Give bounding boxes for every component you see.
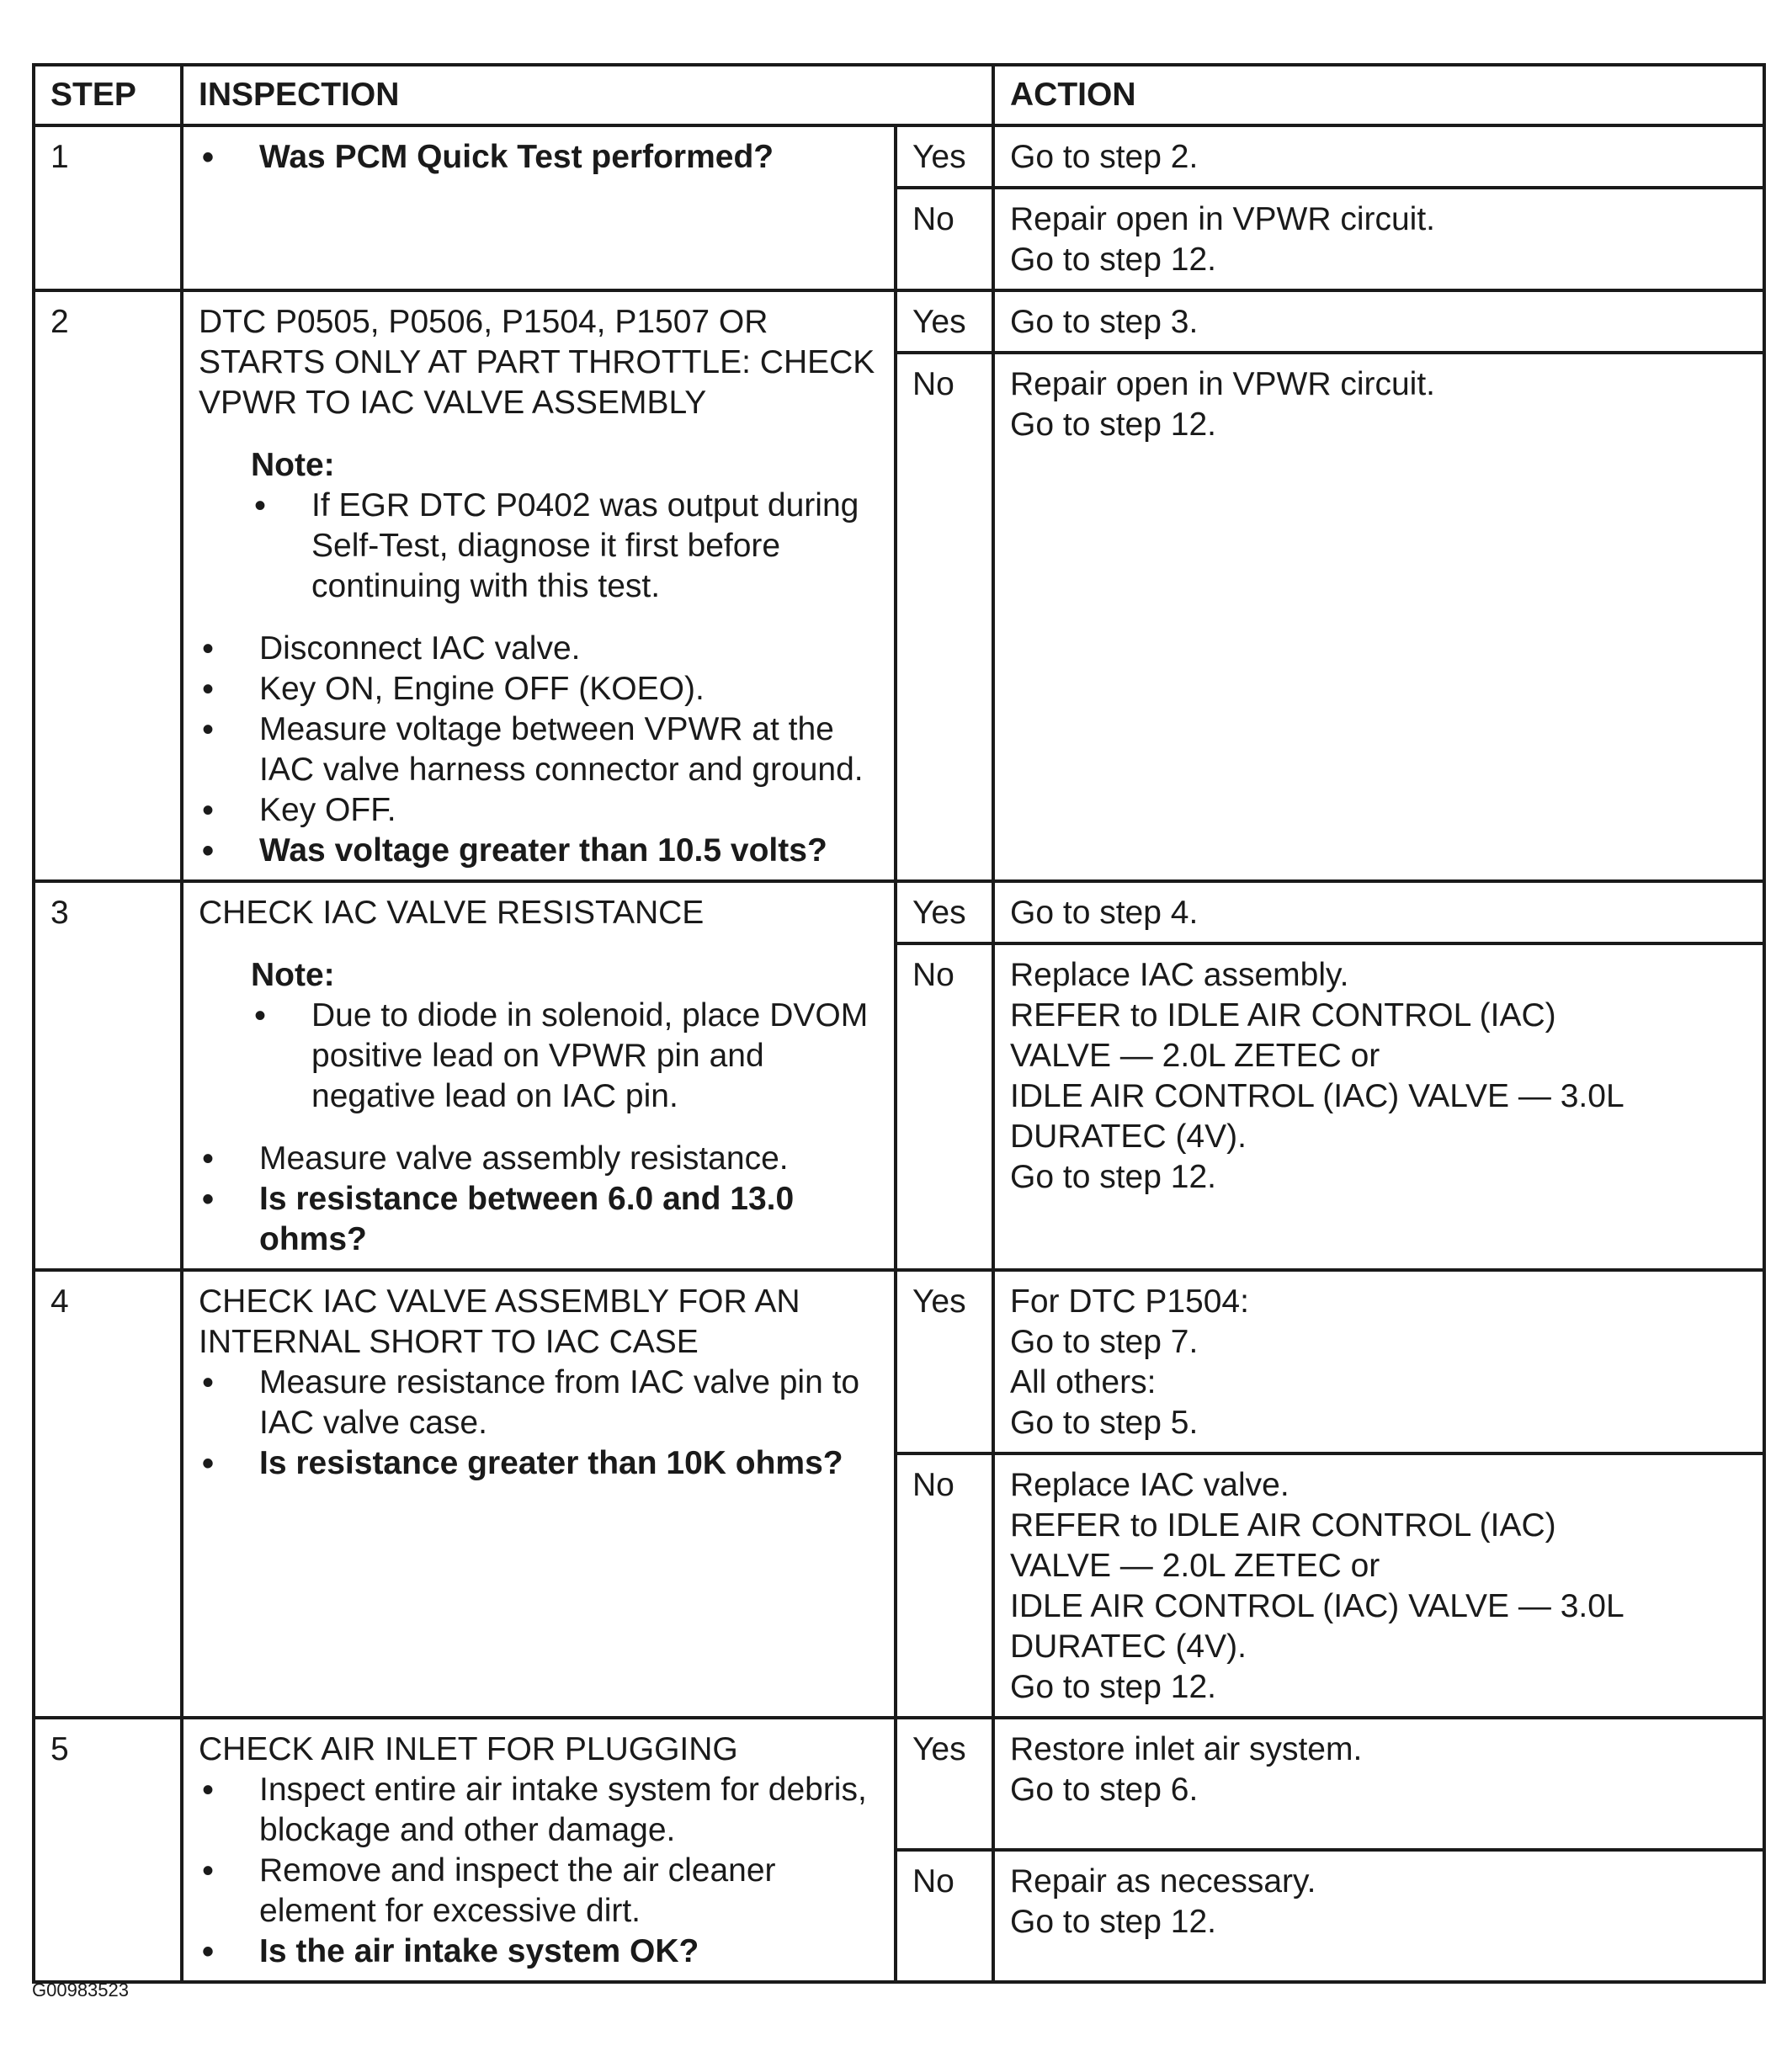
inspection-bullets: [199, 1363, 879, 1484]
inspection-cell: [182, 1270, 896, 1718]
action-line: Go to step 12.: [1010, 1159, 1216, 1195]
no-label: No: [896, 188, 993, 290]
inspection-bullets: [199, 137, 879, 178]
action-line: Replace IAC valve.: [1010, 1467, 1289, 1503]
inspection-question: • Is the air intake system OK?: [199, 1932, 879, 1972]
action-yes: [993, 1270, 1764, 1453]
inspection-cell: [182, 125, 896, 290]
inspection-header: INSPECTION: [182, 65, 993, 125]
step-5-yes-row: [34, 1718, 1764, 1850]
action-line: REFER to IDLE AIR CONTROL (IAC): [1010, 997, 1556, 1034]
step-1-yes-row: [34, 125, 1764, 188]
action-yes: [993, 881, 1764, 943]
inspection-cell: [182, 881, 896, 1270]
action-line: Repair open in VPWR circuit.: [1010, 366, 1436, 402]
action-no: [993, 1453, 1764, 1718]
inspection-title: CHECK IAC VALVE RESISTANCE: [199, 895, 705, 931]
inspection-bullet: • Measure voltage between VPWR at the IAC valve harness connector and ground.: [199, 709, 879, 790]
step-number: 5: [34, 1718, 182, 1982]
action-line: All others:: [1010, 1364, 1157, 1400]
note-block: [251, 445, 879, 607]
inspection-question: • Was voltage greater than 10.5 volts?: [199, 831, 879, 871]
inspection-cell: [182, 1718, 896, 1982]
note-list: [251, 486, 879, 607]
action-line: Repair open in VPWR circuit.: [1010, 201, 1436, 237]
yes-label: Yes: [896, 1270, 993, 1453]
inspection-bullets: [199, 629, 879, 871]
inspection-title: CHECK IAC VALVE ASSEMBLY FOR AN INTERNAL SHORT TO IAC CASE: [199, 1283, 800, 1360]
action-line: Restore inlet air system.: [1010, 1731, 1363, 1767]
action-yes: [993, 125, 1764, 188]
yes-label: Yes: [896, 125, 993, 188]
note-item: • Due to diode in solenoid, place DVOM positive lead on VPWR pin and negative lead on IAC pin.: [251, 996, 879, 1117]
yes-label: Yes: [896, 881, 993, 943]
action-line: Go to step 3.: [1010, 304, 1199, 340]
action-line: Repair as necessary.: [1010, 1863, 1316, 1900]
action-line: Go to step 12.: [1010, 1904, 1216, 1940]
action-line: Go to step 12.: [1010, 1669, 1216, 1705]
action-line: For DTC P1504:: [1010, 1283, 1249, 1320]
action-no: [993, 353, 1764, 881]
step-3-yes-row: [34, 881, 1764, 943]
step-number: 2: [34, 290, 182, 881]
no-label: No: [896, 1453, 993, 1718]
step-number: 1: [34, 125, 182, 290]
pinpoint-test-table: [32, 63, 1766, 1984]
step-header: STEP: [34, 65, 182, 125]
no-label: No: [896, 353, 993, 881]
action-header: ACTION: [993, 65, 1764, 125]
inspection-bullet: • Disconnect IAC valve.: [199, 629, 879, 669]
note-item: • If EGR DTC P0402 was output during Self-Test, diagnose it first before continuing with this test.: [251, 486, 879, 607]
inspection-title: CHECK AIR INLET FOR PLUGGING: [199, 1731, 738, 1767]
action-line: DURATEC (4V).: [1010, 1119, 1247, 1155]
action-line: DURATEC (4V).: [1010, 1629, 1247, 1665]
step-4-yes-row: [34, 1270, 1764, 1453]
action-line: Go to step 12.: [1010, 406, 1216, 443]
no-label: No: [896, 1850, 993, 1982]
inspection-question: • Is resistance greater than 10K ohms?: [199, 1443, 879, 1484]
inspection-bullet: • Key ON, Engine OFF (KOEO).: [199, 669, 879, 709]
inspection-bullet: • Remove and inspect the air cleaner element for excessive dirt.: [199, 1851, 879, 1932]
figure-id: G00983523: [32, 1979, 129, 2001]
action-line: VALVE — 2.0L ZETEC or: [1010, 1548, 1380, 1584]
action-no: [993, 1850, 1764, 1982]
inspection-bullet: • Measure resistance from IAC valve pin to IAC valve case.: [199, 1363, 879, 1443]
inspection-title: DTC P0505, P0506, P1504, P1507 OR STARTS ONLY AT PART THROTTLE: CHECK VPWR TO IAC VALVE ASSEMBLY: [199, 304, 875, 421]
action-yes: [993, 1718, 1764, 1850]
note-label: Note:: [251, 447, 335, 483]
note-block: [251, 955, 879, 1117]
yes-label: Yes: [896, 290, 993, 353]
step-number: 4: [34, 1270, 182, 1718]
action-line: Go to step 12.: [1010, 242, 1216, 278]
no-label: No: [896, 943, 993, 1270]
inspection-bullets: [199, 1770, 879, 1972]
action-line: Go to step 6.: [1010, 1772, 1199, 1808]
inspection-bullet: • Measure valve assembly resistance.: [199, 1139, 879, 1179]
yes-label: Yes: [896, 1718, 993, 1850]
step-2-yes-row: [34, 290, 1764, 353]
action-line: IDLE AIR CONTROL (IAC) VALVE — 3.0L: [1010, 1078, 1624, 1114]
inspection-bullet: • Inspect entire air intake system for debris, blockage and other damage.: [199, 1770, 879, 1851]
action-line: Go to step 5.: [1010, 1405, 1199, 1441]
action-line: Go to step 2.: [1010, 139, 1199, 175]
action-line: Go to step 7.: [1010, 1324, 1199, 1360]
action-line: Go to step 4.: [1010, 895, 1199, 931]
note-label: Note:: [251, 957, 335, 993]
action-yes: [993, 290, 1764, 353]
action-line: Replace IAC assembly.: [1010, 957, 1349, 993]
header-row: [34, 65, 1764, 125]
action-line: IDLE AIR CONTROL (IAC) VALVE — 3.0L: [1010, 1588, 1624, 1624]
inspection-bullets: [199, 1139, 879, 1260]
action-no: [993, 943, 1764, 1270]
action-line: REFER to IDLE AIR CONTROL (IAC): [1010, 1507, 1556, 1544]
inspection-cell: [182, 290, 896, 881]
inspection-question: • Is resistance between 6.0 and 13.0 ohms?: [199, 1179, 879, 1260]
action-no: [993, 188, 1764, 290]
step-number: 3: [34, 881, 182, 1270]
note-list: [251, 996, 879, 1117]
inspection-question: • Was PCM Quick Test performed?: [199, 137, 879, 178]
inspection-bullet: • Key OFF.: [199, 790, 879, 831]
action-line: VALVE — 2.0L ZETEC or: [1010, 1038, 1380, 1074]
